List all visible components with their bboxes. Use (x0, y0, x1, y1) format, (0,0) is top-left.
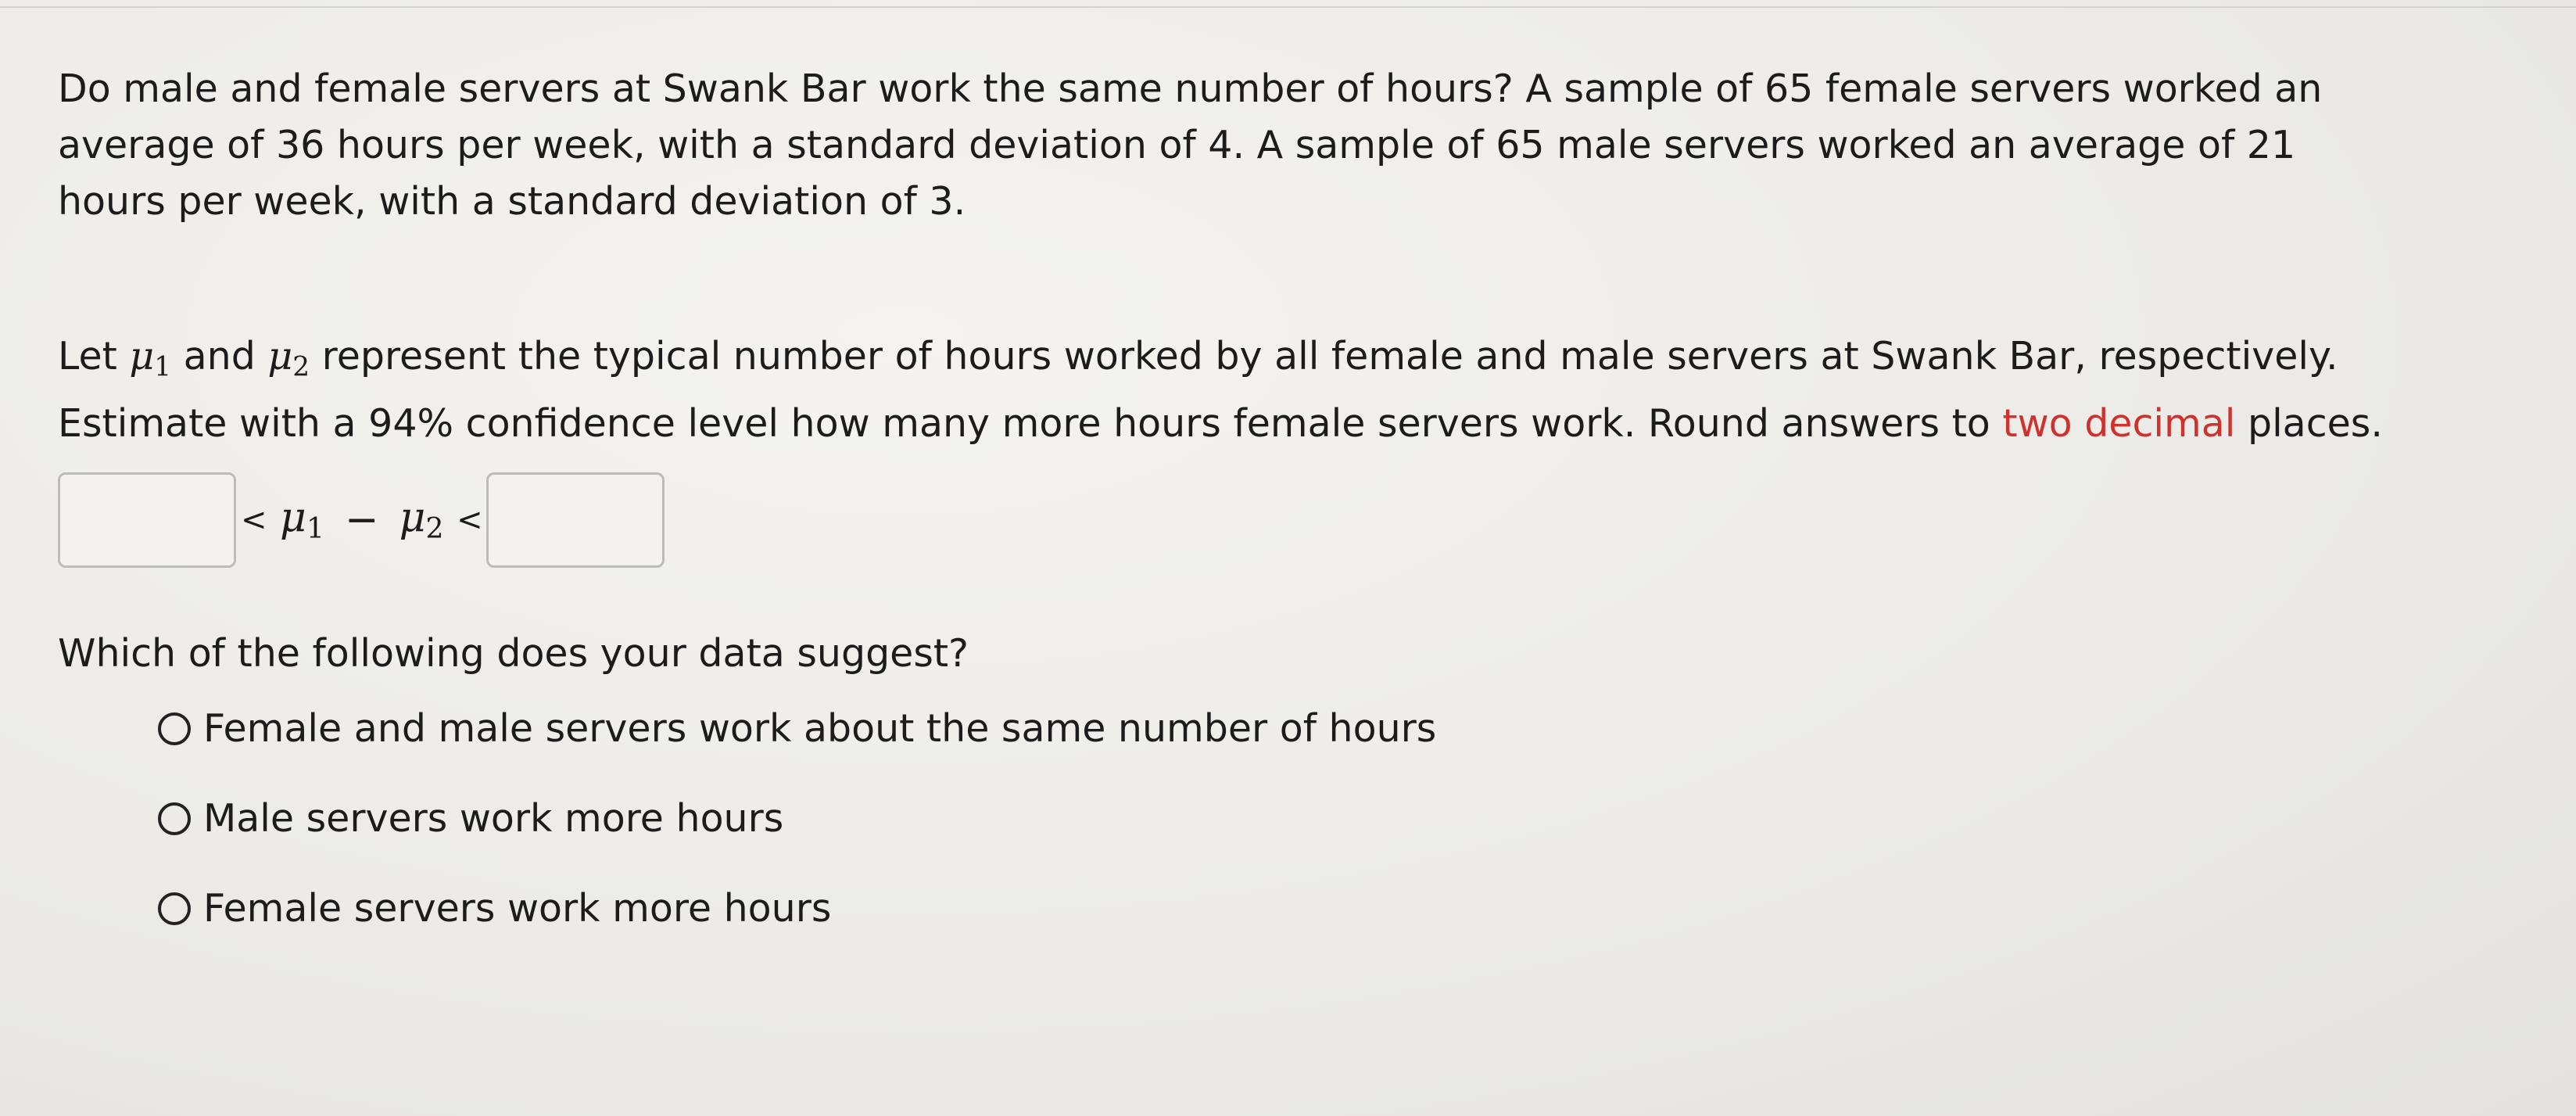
mu1-symbol: $\mu_1$ (129, 334, 172, 383)
less-than-sign-left: < (241, 501, 267, 538)
and-word: and (183, 334, 256, 379)
radio-button[interactable] (158, 892, 191, 925)
mu1-symbol: $\mu_1$ (280, 494, 324, 546)
interval-expression (236, 494, 486, 545)
instruction-end: places. (2247, 400, 2383, 446)
lower-bound-input[interactable] (58, 472, 236, 568)
option-label: Female servers work more hours (203, 886, 832, 931)
radio-button[interactable] (158, 802, 191, 835)
highlight-text: two decimal (2002, 400, 2236, 446)
option-label: Male servers work more hours (203, 796, 784, 841)
top-divider (0, 6, 2576, 8)
question-prompt: Which of the following does your data suggest? (58, 630, 969, 676)
instruction-text: represent the typical number of hours worked by all female and male servers at Swank Bar, respectively. Estimate with a 94% confidence level how many more hours female servers work. Round answers to (58, 334, 2338, 446)
mu2-symbol: $\mu_2$ (399, 494, 444, 546)
problem-intro: Do male and female servers at Swank Bar work the same number of hours? A sample of 65 female servers worked an average of 36 hours per week, with a standard deviation of 4. A sample of 65 male servers worked an average of 21 hours per week, with a standard deviation of 3. (58, 66, 2323, 224)
answer-options (158, 701, 2388, 937)
minus-sign: − (345, 496, 379, 544)
option-female-more[interactable] (158, 881, 2388, 937)
question-content (58, 61, 2388, 971)
option-same-hours[interactable] (158, 701, 2388, 757)
option-label: Female and male servers work about the same number of hours (203, 706, 1437, 752)
problem-instruction (58, 328, 2388, 452)
radio-button[interactable] (158, 712, 191, 745)
mu2-symbol: $\mu_2$ (267, 334, 310, 383)
less-than-sign-right: < (457, 501, 483, 538)
let-word: Let (58, 334, 117, 379)
upper-bound-input[interactable] (486, 472, 665, 568)
confidence-interval-row (58, 469, 2388, 571)
option-male-more[interactable] (158, 791, 2388, 847)
